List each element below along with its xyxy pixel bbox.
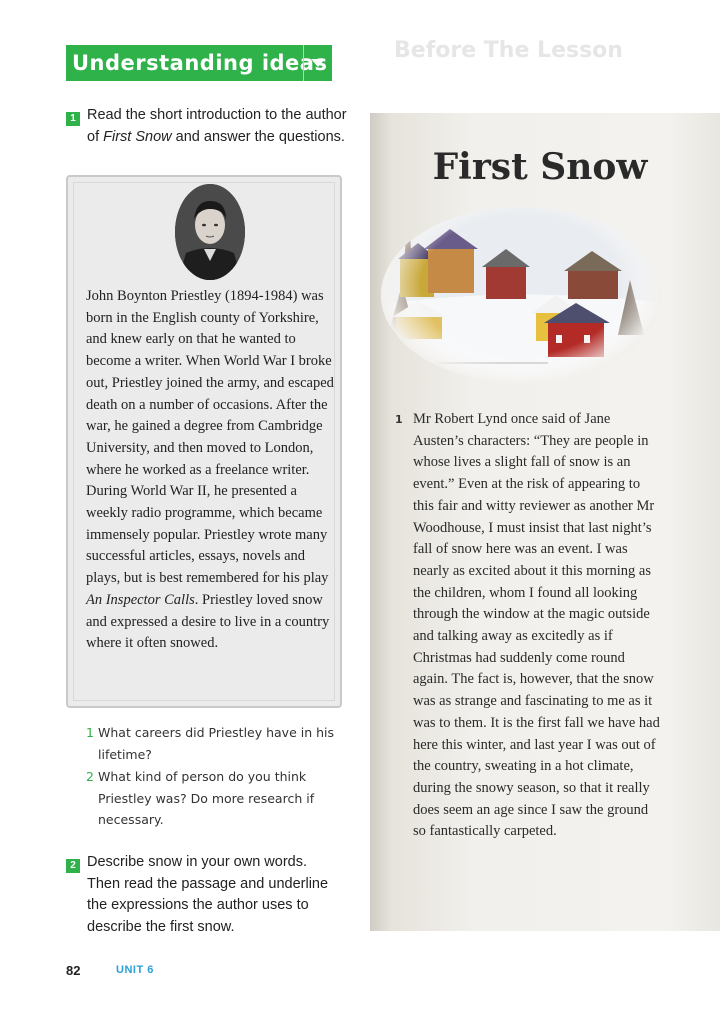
sub-question-1-number: 1 [86,725,94,740]
author-bio-text [86,286,340,655]
sub-question-1-text: What careers did Priestley have in his lifetime? [98,725,335,762]
bio-text-part-1: John Boynton Priestley (1894-1984) was born in the English county of Yorkshire, and knew early on that he wanted to become a writer. When World War I broke out, Priestley joined the army, and escaped death on a number of occasions. After the war, he gained a degree from Cambridge University, and then moved to London, where he worked as a freelance writer. During World War II, he presented a weekly radio programme, which became immensely popular. Priestley wrote many successful articles, essays, novels and plays, but is best remembered for his play [86,288,334,587]
snowy-village-illustration [378,185,664,385]
sub-question-1 [86,722,336,765]
section-title: Understanding ideas [72,51,328,75]
unit-label: UNIT 6 [116,964,154,976]
question-2-number: 2 [66,859,80,873]
author-portrait [174,183,246,281]
faded-header-text: Before The Lesson [394,38,623,63]
sub-question-2-text: What kind of person do you think Priestley was? Do more research if necessary. [98,769,315,827]
question-1-book-title: First Snow [103,128,172,145]
bio-text-part-2: . Priestley loved snow and expressed a desire to live in a country where it often snowed. [86,591,330,652]
question-1-number: 1 [66,112,80,126]
chevron-down-icon[interactable] [303,45,332,81]
question-1-text-start: Read the short introduction to the author of [87,107,347,145]
bio-play-title: An Inspector Calls [86,591,195,608]
page-number: 82 [66,963,81,978]
sub-question-list [86,722,336,832]
question-1-text [87,105,347,148]
story-passage: Mr Robert Lynd once said of Jane Austen’s characters: “They are people in whose lives a slight fall of snow is an event.” Even at the risk of appearing to this fair and witty reviewer as another Mr Woodhouse, I must insist that last night’s fall of snow here was an event. I was nearly as excited about it this morning as the children, whom I found all looking through the window at the magic outside and talking away as excitedly as if Christmas had suddenly come round again. The fact is, however, that the snow was as strange and fascinating to me as it was to them. It is the first fall we have had here this winter, and last year I was out of the country, sweating in a hot climate, during the snowy season, so that it really does seem an age since I saw the ground so fantastically carpeted. [413,411,660,840]
book-title: First Snow [432,146,648,188]
sub-question-2-number: 2 [86,769,94,784]
section-header [66,45,332,81]
question-2-text: Describe snow in your own words. Then read the passage and underline the expressions the author uses to describe the first snow. [87,854,329,935]
question-1-text-end: and answer the questions. [171,128,345,145]
paragraph-number: 1 [395,413,403,426]
sub-question-2 [86,766,336,831]
